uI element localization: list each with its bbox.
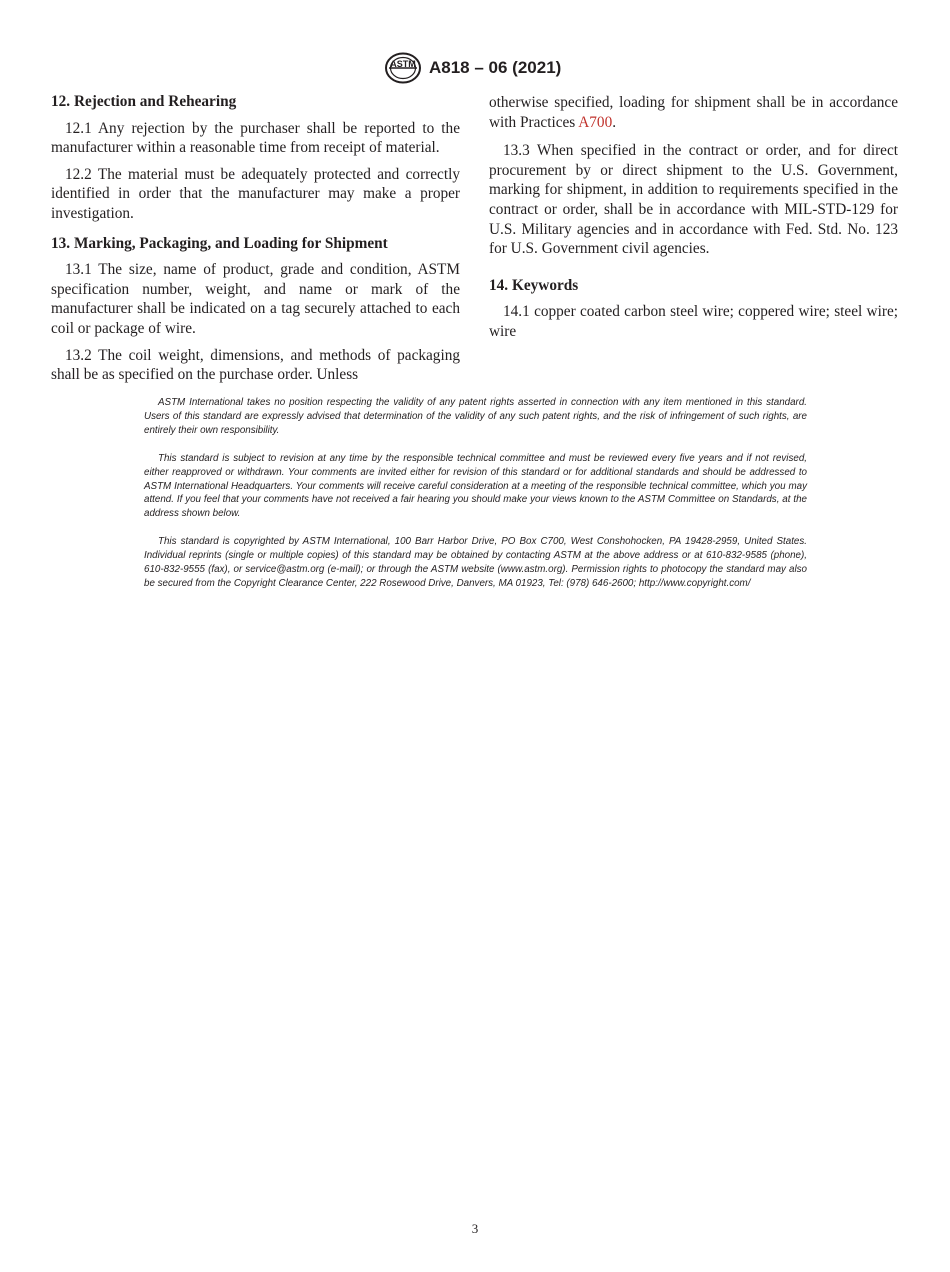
paragraph-12-1: 12.1 Any rejection by the purchaser shall be reported to the manufacturer within a reasonable time from receipt of material. — [51, 119, 460, 157]
left-column — [51, 92, 460, 392]
revision-notice: This standard is subject to revision at any time by the responsible technical committee and must be reviewed every five years and if not revised, either reapproved or withdrawn. Your comments are invited either for revision of this standard or for additional standards and should be addressed to ASTM International Headquarters. Your comments will receive careful consideration at a meeting of the responsible technical committee, which you may attend. If you feel that your comments have not received a fair hearing you should make your views known to the ASTM Committee on Standards, at the address shown below. — [144, 452, 807, 520]
section-14-heading: 14. Keywords — [489, 276, 579, 294]
copyright-notice: This standard is copyrighted by ASTM International, 100 Barr Harbor Drive, PO Box C700, West Conshohocken, PA 19428-2959, United States. Individual reprints (single or multiple copies) of this standard may be obtained by contacting ASTM at the above address or at 610-832-9585 (phone), 610-832-9555 (fax), or service@astm.org (e-mail); or through the ASTM website (www.astm.org). Permission rights to photocopy the standard may also be secured from the Copyright Clearance Center, 222 Rosewood Drive, Danvers, MA 01923, Tel: (978) 646-2600; http://www.copyright.com/ — [144, 536, 807, 589]
patent-notice: ASTM International takes no position respecting the validity of any patent rights asserted in connection with any item mentioned in this standard. Users of this standard are expressly advised that determination of the validity of any such patent rights, and the risk of infringement of such rights, are entirely their own responsibility. — [144, 397, 807, 436]
document-designation: A818 – 06 (2021) — [429, 58, 562, 77]
paragraph-13-2-continued — [489, 93, 898, 132]
paragraph-13-3: 13.3 When specified in the contract or order, and for direct procurement by or direct shipment to the U.S. Government, marking for shipment, in addition to requirements specified in the contract or order, shall be in accordance with MIL-STD-129 for U.S. Military agencies and in accordance with Fed. Std. No. 123 for U.S. Government civil agencies. — [489, 142, 898, 258]
paragraph-13-2-end: . — [612, 113, 617, 131]
paragraph-13-1: 13.1 The size, name of product, grade and condition, ASTM specification number, weight, and name or mark of the manufacturer shall be indicated on a tag securely attached to each coil or package of wire. — [51, 261, 460, 337]
right-column — [489, 93, 898, 349]
legal-notes — [144, 396, 807, 605]
section-13-heading: 13. Marking, Packaging, and Loading for Shipment — [51, 234, 388, 252]
paragraph-13-2-continued-text: otherwise specified, loading for shipment shall be in accordance with Practices — [489, 94, 898, 131]
paragraph-12-2: 12.2 The material must be adequately protected and correctly identified in order that the manufacturer may make a proper investigation. — [51, 165, 460, 222]
page-header — [0, 52, 950, 86]
astm-logo-icon — [384, 52, 422, 84]
paragraph-13-2: 13.2 The coil weight, dimensions, and methods of packaging shall be as specified on the purchase order. Unless — [51, 346, 460, 384]
svg-text:ASTM: ASTM — [390, 59, 416, 69]
section-12-heading: 12. Rejection and Rehearing — [51, 93, 237, 110]
page-number: 3 — [471, 1221, 479, 1236]
paragraph-14-1: 14.1 copper coated carbon steel wire; coppered wire; steel wire; wire — [489, 303, 898, 340]
practice-a700-link[interactable]: A700 — [578, 113, 613, 131]
